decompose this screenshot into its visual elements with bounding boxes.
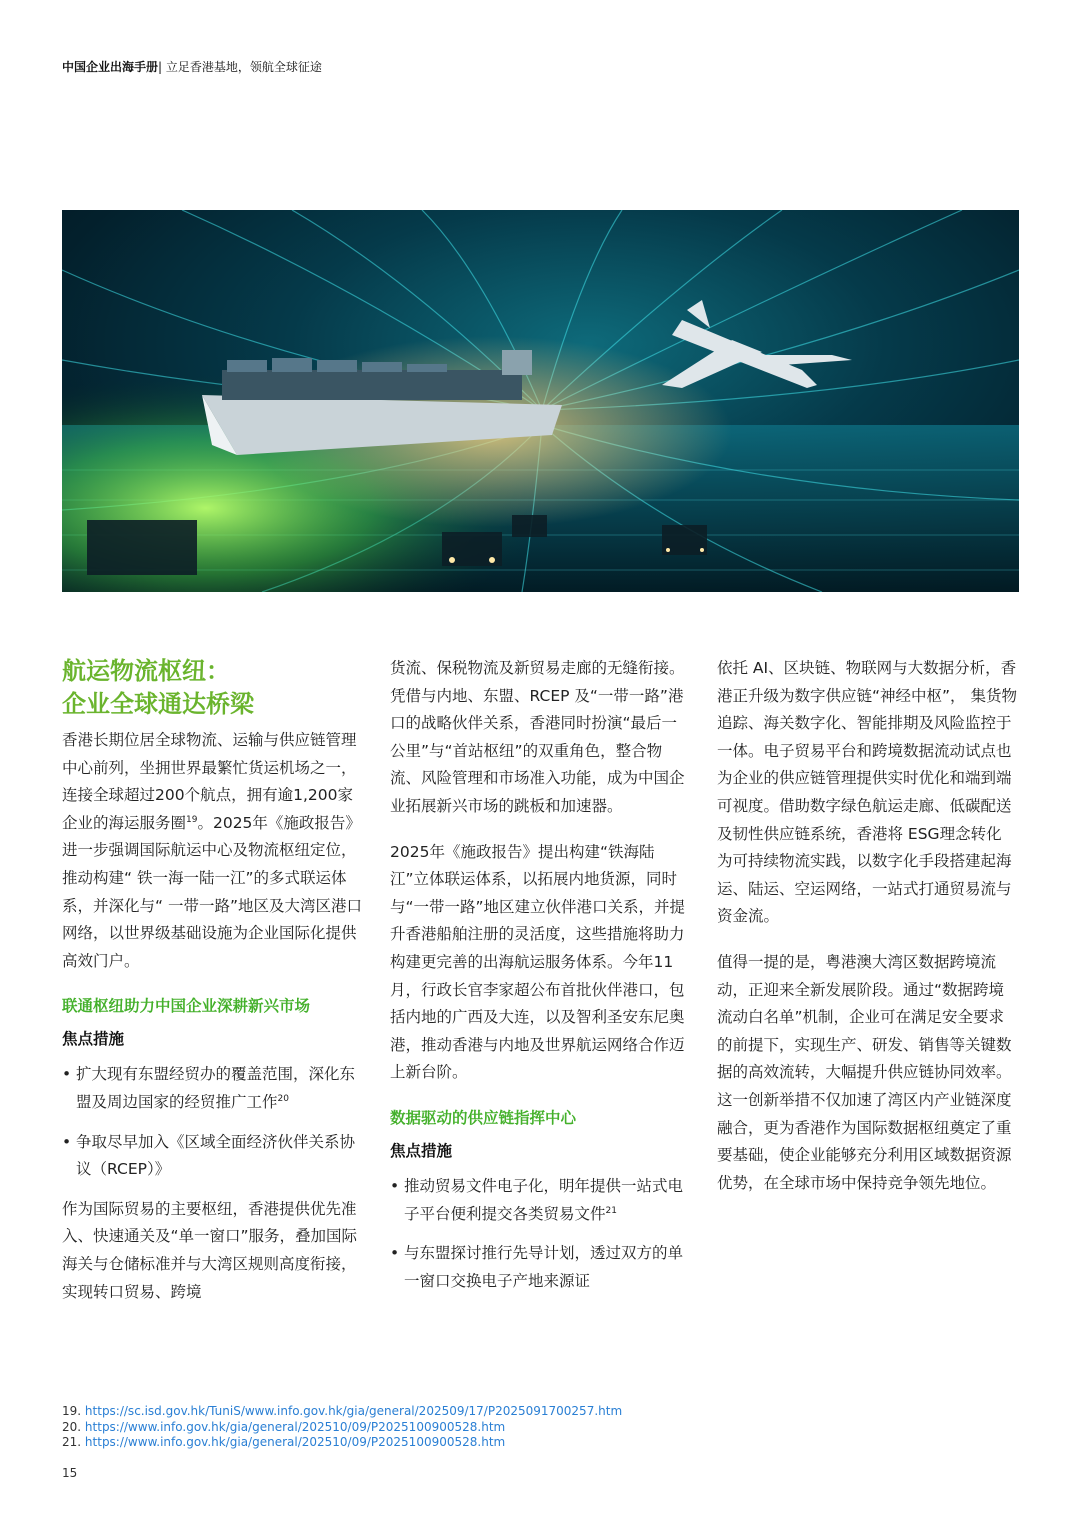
footnote-link[interactable]: https://www.info.gov.hk/gia/general/202510/09/P2025100900528.htm [84,1435,506,1449]
footnote-ref-20[interactable]: 20 [277,1093,289,1104]
footnote-ref-21[interactable]: 21 [605,1205,617,1216]
focus-label: 焦点措施 [62,1030,125,1049]
subheading-hub: 联通枢纽助力中国企业深耕新兴市场 [62,997,311,1016]
section-heading [62,655,362,721]
footnote-link[interactable]: https://sc.isd.gov.hk/TuniS/www.info.gov.hk/gia/general/202509/17/P2025091700257.htm [84,1404,623,1418]
focus-label: 焦点措施 [390,1141,453,1160]
footnote-link[interactable]: https://www.info.gov.hk/gia/general/202510/09/P2025100900528.htm [84,1419,506,1434]
footnote-ref-19[interactable]: 19 [186,814,198,825]
paragraph: 值得一提的是，粤港澳大湾区数据跨境流动，正迎来全新发展阶段。通过“数据跨境流动白名单”机制，企业可在满足安全要求的前提下，实现生产、研发、销售等关键数据的高效流转，大幅提升供应链协同效率。这一创新举措不仅加速了湾区内产业链深度融合，更为香港作为国际数据枢纽奠定了重要基础，使企业能够充分利用区域数据资源优势，在全球市场中保持竞争领先地位。 [717,952,1012,1192]
bullet-text: 与东盟探讨推行先导计划，透过双方的单一窗口交换电子产地来源证 [404,1244,684,1290]
header-subtitle: 立足香港基地，领航全球征途 [165,60,322,74]
paragraph: 2025年《施政报告》提出构建“铁海陆江”立体联运体系，以拓展内地货源，同时与“一带一路”地区建立伙伴港口关系，并提升香港船舶注册的灵活度，这些措施将助力构建更完善的出海航运服务体系。今年11月，行政长官李家超公布首批伙伴港口，包括内地的广西及大连，以及智利圣安东尼奥港，推动香港与内地及世界航运网络合作迈上新台阶。 [390,842,686,1082]
heading-line-2: 企业全球通达桥梁 [62,690,254,718]
list-item: • 推动贸易文件电子化，明年提供一站式电子平台便利提交各类贸易文件$^{21}$ [390,1176,684,1223]
page-header [62,58,322,75]
paragraph: 货流、保税物流及新贸易走廊的无缝衔接。凭借与内地、东盟、RCEP 及“一带一路”港口的战略伙伴关系，香港同时扮演“最后一公里”与“首站枢纽”的双重角色，整合物流、风险管理和市场准入功能，成为中国企业拓展新兴市场的跳板和加速器。 [390,659,685,815]
footnote-21 [62,1435,622,1451]
list-item: • 争取尽早加入《区域全面经济伙伴关系协议（RCEP）》 [62,1129,362,1184]
header-separator: | [158,60,163,74]
column-3 [717,655,1017,1197]
list-item: • 与东盟探讨推行先导计划，透过双方的单一窗口交换电子产地来源证 [390,1240,690,1295]
column-1 [62,655,362,1306]
header-title: 中国企业出海手册 [62,60,159,74]
list-item: • 扩大现有东盟经贸办的覆盖范围，深化东盟及周边国家的经贸推广工作$^{20}$ [62,1065,356,1111]
subheading-data: 数据驱动的供应链指挥中心 [390,1108,577,1127]
intro-text-a: 香港长期位居全球物流、运输与供应链管理中心前列，坐拥世界最繁忙货运机场之一，连接全球超过200个航点，拥有逾1,200家企业的海运服务圈 [62,731,357,832]
footnote-20 [62,1420,622,1436]
footnote-number: 21. [62,1435,82,1449]
page-number: 15 [62,1466,78,1480]
footnote-19 [62,1404,622,1420]
heading-line-1: 航运物流枢纽： [62,657,230,685]
hero-illustration [62,210,1019,592]
footnotes [62,1404,622,1451]
footnote-number: 20. [62,1419,82,1434]
paragraph: 依托 AI、区块链、物联网与大数据分析，香港正升级为数字供应链“神经中枢”， 集货物追踪、海关数字化、智能排期及风险监控于一体。电子贸易平台和跨境数据流动试点也为企业的供应链管理提供实时优化和端到端可视度。借助数字绿色航运走廊、低碳配送及韧性供应链系统，香港将 ESG理念转化为可持续物流实践，以数字化手段搭建起海运、陆运、空运网络，一站式打通贸易流与资金流。 [717,659,1017,926]
intro-text-b: 。2025年《施政报告》进一步强调国际航运中心及物流枢纽定位，推动构建“ 铁一海一陆一江”的多式联运体系，并深化与“ 一带一路”地区及大湾区港口网络，以世界级基础设施为企业国际化提供高效门户。 [62,813,362,970]
footnote-number: 19. [62,1404,82,1418]
bullet-text: 扩大现有东盟经贸办的覆盖范围，深化东盟及周边国家的经贸推广工作 [76,1065,356,1111]
bullet-text: 争取尽早加入《区域全面经济伙伴关系协议（RCEP）》 [76,1132,356,1179]
intro-paragraph [62,727,362,975]
paragraph: 作为国际贸易的主要枢纽，香港提供优先准入、快速通关及“单一窗口”服务，叠加国际海关与仓储标准并与大湾区规则高度衔接，实现转口贸易、跨境 [62,1199,358,1301]
column-2 [390,655,690,1307]
bullet-text: 推动贸易文件电子化，明年提供一站式电子平台便利提交各类贸易文件 [404,1176,684,1223]
hero-image [62,210,1019,592]
